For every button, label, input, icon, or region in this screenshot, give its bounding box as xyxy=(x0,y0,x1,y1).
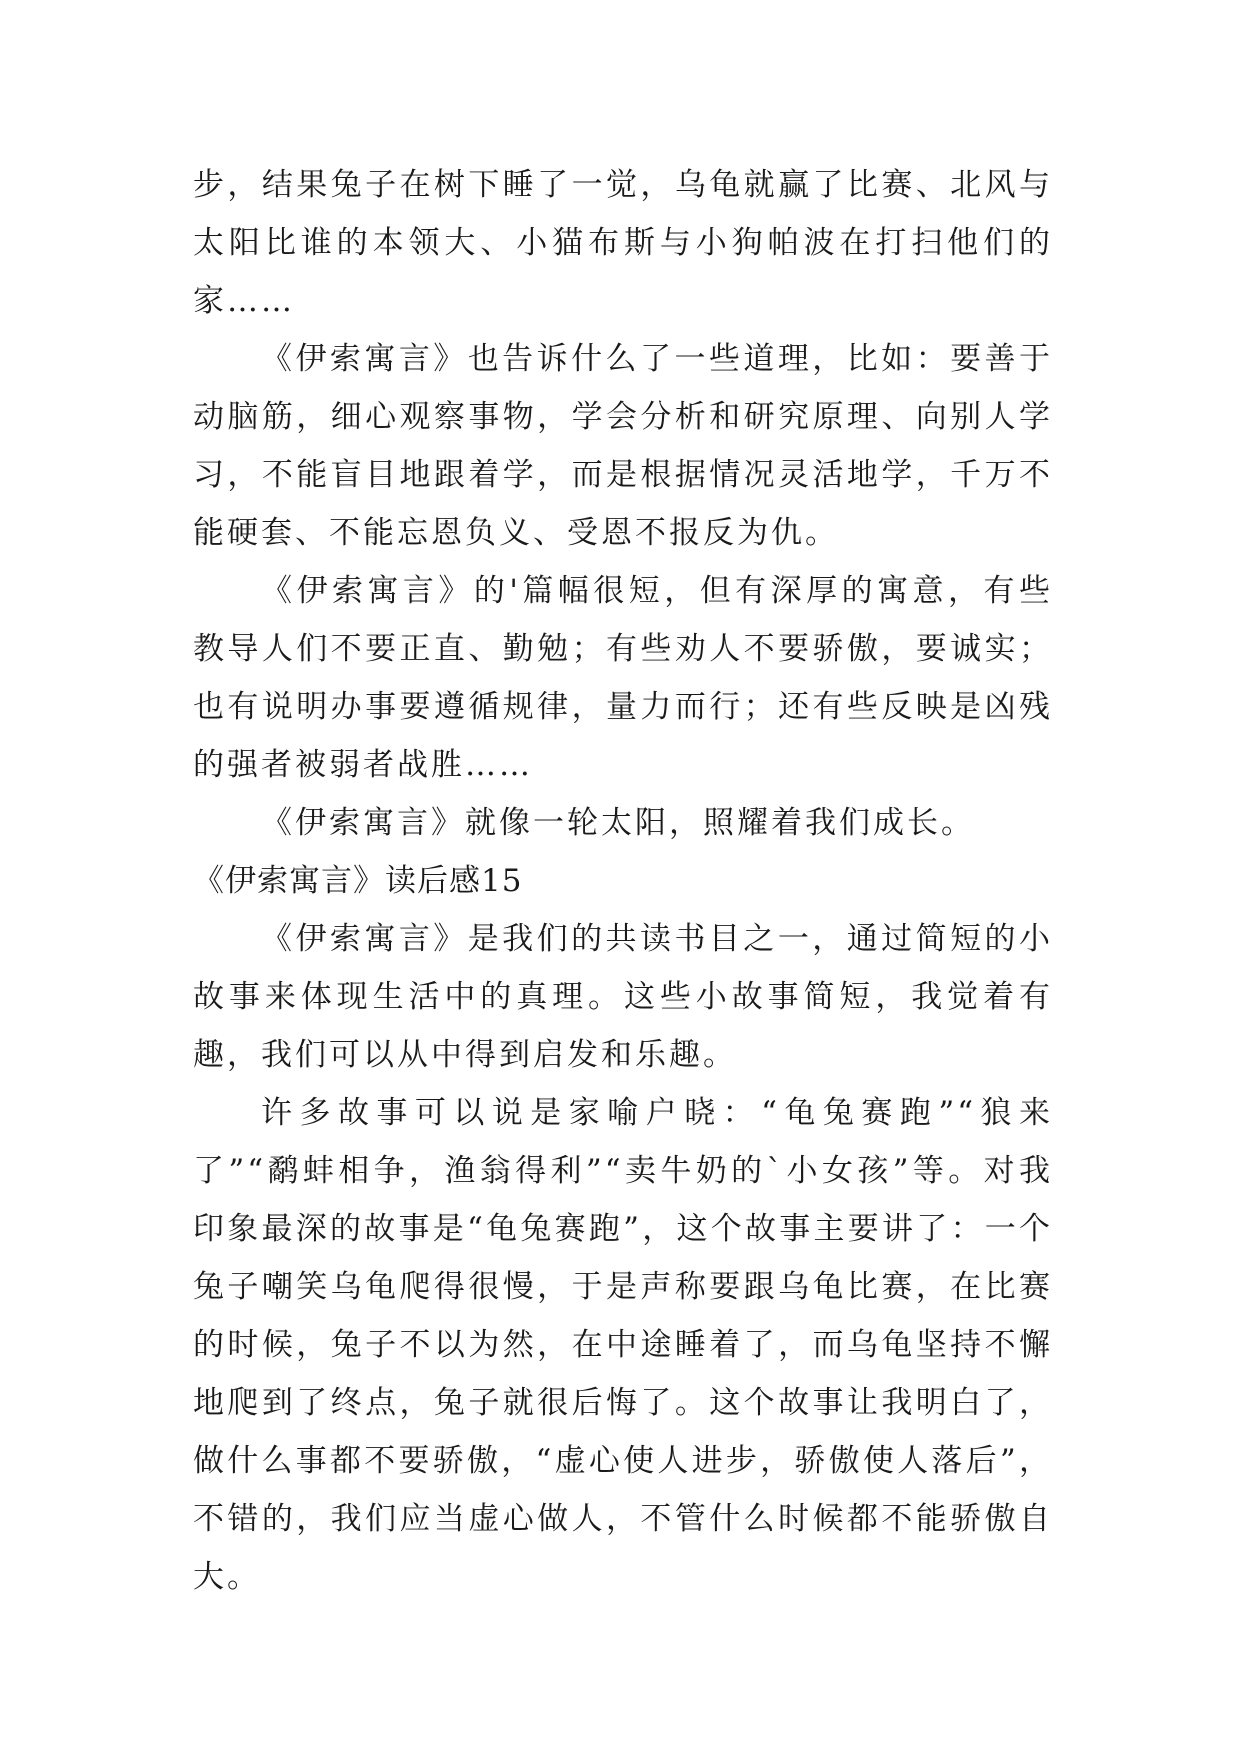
paragraph: 许多故事可以说是家喻户晓：“龟兔赛跑”“狼来了”“鹬蚌相争，渔翁得利”“卖牛奶的`小女孩”等。对我印象最深的故事是“龟兔赛跑”，这个故事主要讲了：一个兔子嘲笑乌龟爬得很慢，于是声称要跟乌龟比赛，在比赛的时候，兔子不以为然，在中途睡着了，而乌龟坚持不懈地爬到了终点，兔子就很后悔了。这个故事让我明白了，做什么事都不要骄傲，“虚心使人进步，骄傲使人落后”，不错的，我们应当虚心做人，不管什么时候都不能骄傲自大。 xyxy=(193,1095,1053,1595)
section-heading: 《伊索寓言》读后感15 xyxy=(193,863,523,899)
paragraph-continued: 步，结果兔子在树下睡了一觉，乌龟就赢了比赛、北风与太阳比谁的本领大、小猫布斯与小狗帕波在打扫他们的家…… xyxy=(193,167,1053,319)
paragraph: 《伊索寓言》也告诉什么了一些道理，比如：要善于动脑筋，细心观察事物，学会分析和研究原理、向别人学习，不能盲目地跟着学，而是根据情况灵活地学，千万不能硬套、不能忘恩负义、受恩不报反为仇。 xyxy=(193,341,1053,551)
paragraph: 《伊索寓言》就像一轮太阳，照耀着我们成长。 xyxy=(261,805,975,841)
document-body xyxy=(193,156,1053,1606)
paragraph: 《伊索寓言》的'篇幅很短，但有深厚的寓意，有些教导人们不要正直、勤勉；有些劝人不要骄傲，要诚实；也有说明办事要遵循规律，量力而行；还有些反映是凶残的强者被弱者战胜…… xyxy=(193,573,1053,783)
paragraph: 《伊索寓言》是我们的共读书目之一，通过简短的小故事来体现生活中的真理。这些小故事简短，我觉着有趣，我们可以从中得到启发和乐趣。 xyxy=(193,921,1053,1073)
